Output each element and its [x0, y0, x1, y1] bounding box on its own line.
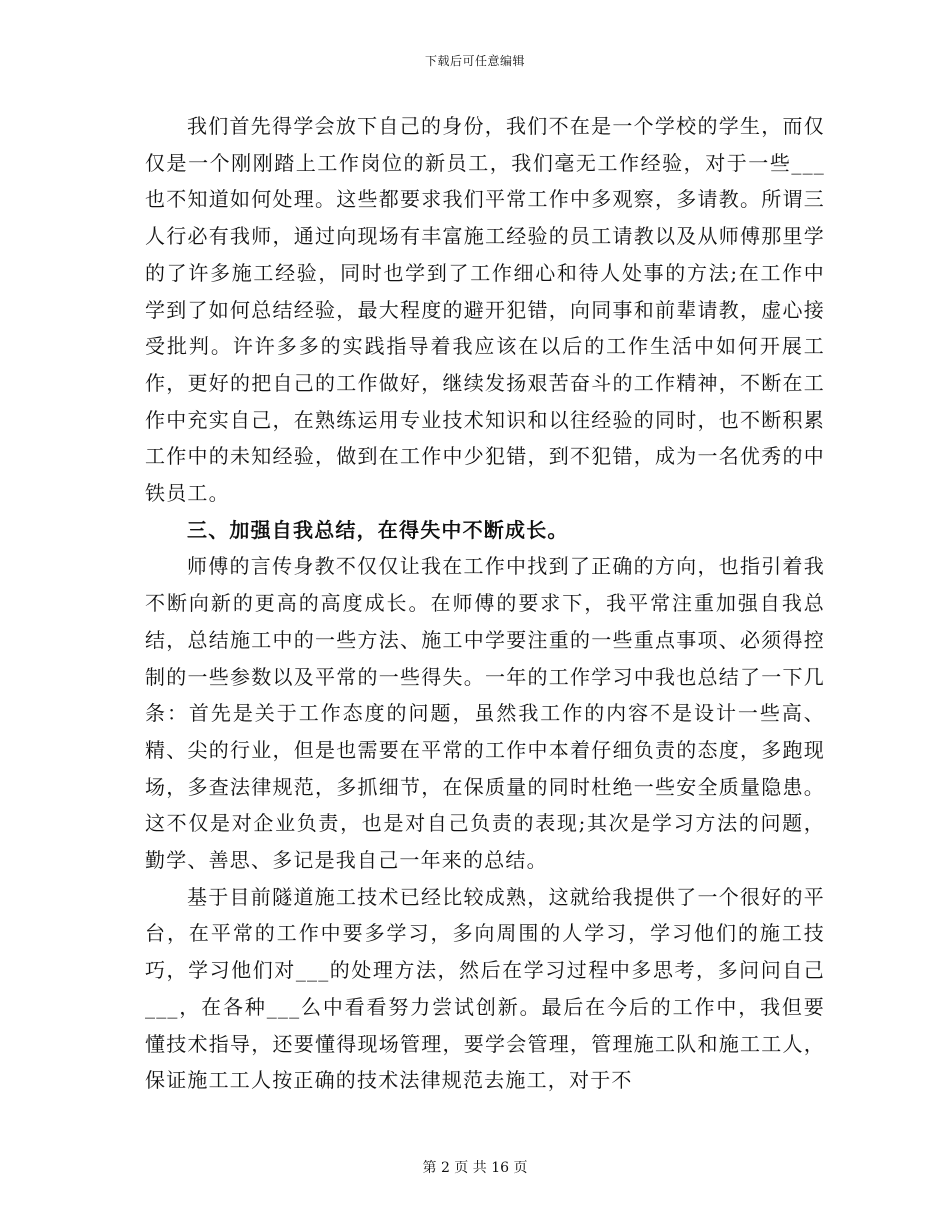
page-header: 下载后可任意编辑 [424, 54, 525, 68]
paragraph-1: 我们首先得学会放下自己的身份，我们不在是一个学校的学生，而仅仅是一个刚刚踏上工作岗位的新员工，我们毫无工作经验，对于一些___也不知道如何处理。这些都要求我们平常工作中多观察，多请教。所谓三人行必有我师，通过向现场有丰富施工经验的员工请教以及从师傅那里学的了许多施工经验，同时也学到了工作细心和待人处事的方法;在工作中学到了如何总结经验，最大程度的避开犯错，向同事和前辈请教，虚心接受批判。许许多多的实践指导着我应该在以后的工作生活中如何开展工作，更好的把自己的工作做好，继续发扬艰苦奋斗的工作精神，不断在工作中充实自己，在熟练运用专业技术知识和以往经验的同时，也不断积累工作中的未知经验，做到在工作中少犯错，到不犯错，成为一名优秀的中铁员工。 [145, 114, 825, 506]
page-footer: 第 2 页 共 16 页 [422, 1160, 528, 1176]
section-heading-3: 三、加强自我总结，在得失中不断成长。 [187, 517, 569, 542]
paragraph-2: 师傅的言传身教不仅仅让我在工作中找到了正确的方向，也指引着我不断向新的更高的高度成长。在师傅的要求下，我平常注重加强自我总结，总结施工中的一些方法、施工中学要注重的一些重点事项、必须得控制的一些参数以及平常的一些得失。一年的工作学习中我也总结了一下几条：首先是关于工作态度的问题，虽然我工作的内容不是设计一些高、精、尖的行业，但是也需要在平常的工作中本着仔细负责的态度，多跑现场，多查法律规范，多抓细节，在保质量的同时杜绝一些安全质量隐患。这不仅是对企业负责，也是对自己负责的表现;其次是学习方法的问题，勤学、善思、多记是我自己一年来的总结。 [145, 554, 825, 873]
document-body [145, 108, 825, 1099]
paragraph-3: 基于目前隧道施工技术已经比较成熟，这就给我提供了一个很好的平台，在平常的工作中要多学习，多向周围的人学习，学习他们的施工技巧，学习他们对___的处理方法，然后在学习过程中多思考，多问问自己___，在各种___么中看看努力尝试创新。最后在今后的工作中，我但要懂技术指导，还要懂得现场管理，要学会管理，管理施工队和施工工人，保证施工工人按正确的技术法律规范去施工，对于不 [145, 884, 825, 1093]
